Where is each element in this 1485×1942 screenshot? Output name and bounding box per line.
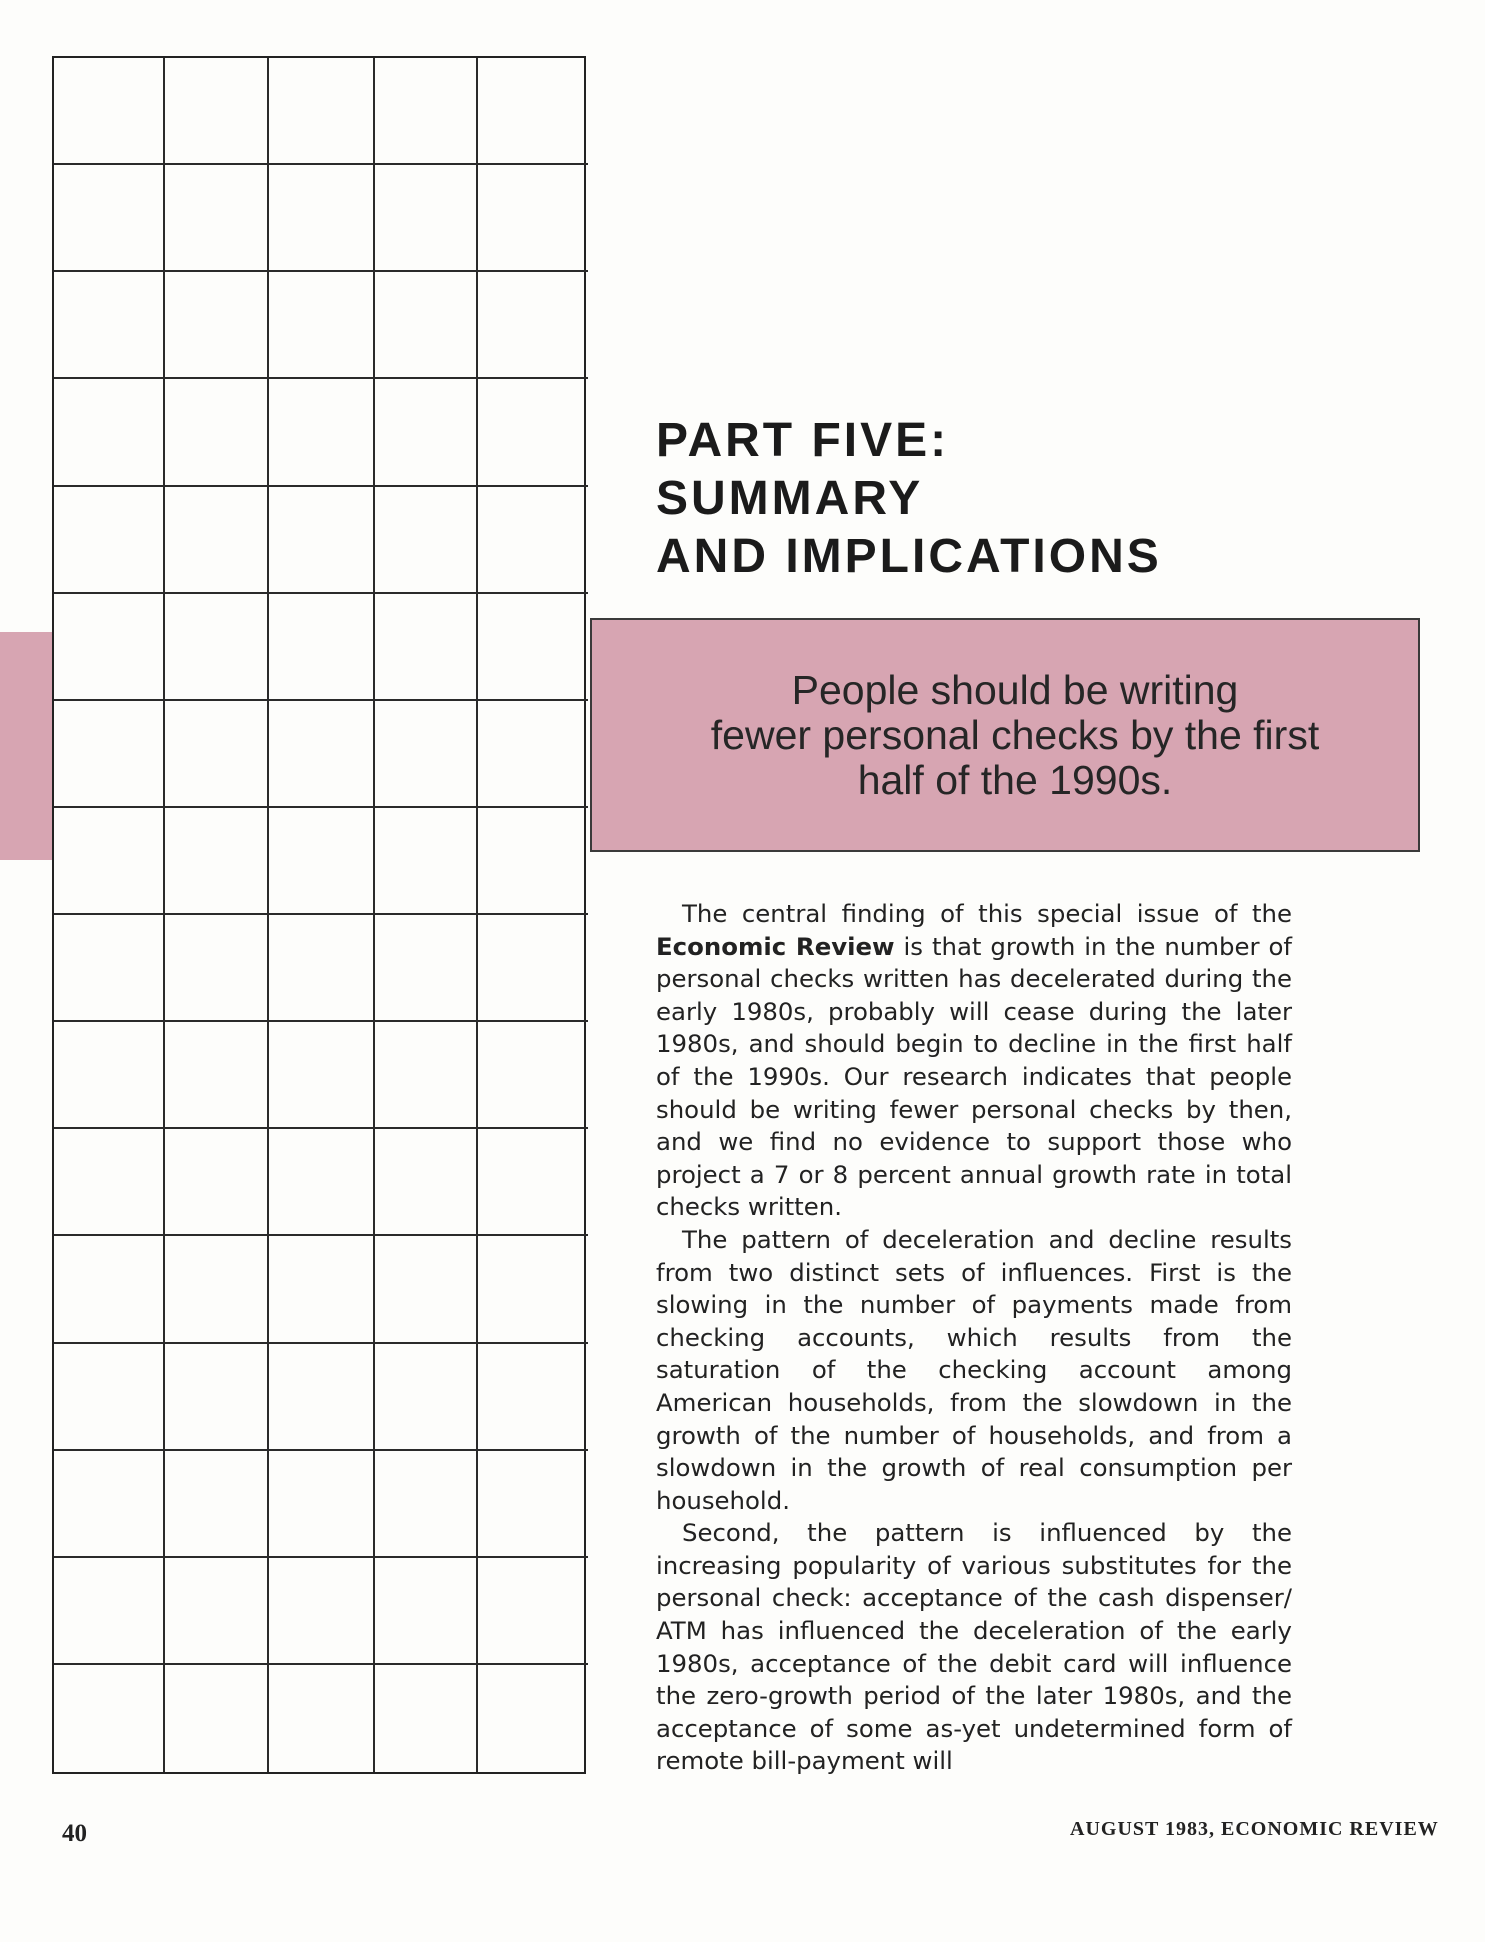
grid-cell	[478, 808, 588, 915]
grid-cell	[269, 1236, 375, 1343]
grid-cell	[165, 165, 269, 272]
grid-cell	[54, 487, 165, 594]
grid-cell	[375, 1022, 478, 1129]
paragraph-3: Second, the pattern is influenced by the increasing popularity of various substitutes for the personal check: acceptance of the cash dispenser/ ATM has influenced the deceleration of the early 1980s, acceptance of the debit card will influence the zero-growth period of the later 1980s, and the acceptance of some as-yet undetermined form of remote bill-payment will	[656, 1518, 1292, 1776]
grid-cell	[478, 701, 588, 808]
grid-cell	[165, 379, 269, 486]
section-title	[656, 412, 1162, 586]
pull-quote-band	[590, 618, 1420, 852]
grid-cell	[375, 1129, 478, 1236]
title-line-1: PART FIVE:	[656, 414, 950, 467]
grid-cell	[54, 379, 165, 486]
grid-cell	[375, 58, 478, 165]
grid-cell	[269, 701, 375, 808]
grid-cell	[165, 1129, 269, 1236]
title-line-3: AND IMPLICATIONS	[656, 530, 1162, 583]
paragraph-1	[656, 898, 1292, 1224]
grid-cell	[478, 1451, 588, 1558]
pink-band-left	[0, 632, 60, 860]
grid-cell	[54, 808, 165, 915]
grid-cell	[54, 165, 165, 272]
grid-cell	[54, 1665, 165, 1772]
grid-cell	[478, 1129, 588, 1236]
grid-cell	[375, 1665, 478, 1772]
grid-cell	[269, 272, 375, 379]
running-footer: AUGUST 1983, ECONOMIC REVIEW	[1070, 1818, 1439, 1840]
grid-cell	[375, 808, 478, 915]
grid-cell	[165, 1665, 269, 1772]
grid-cell	[375, 1451, 478, 1558]
grid-cell	[269, 1558, 375, 1665]
grid-cell	[165, 1022, 269, 1129]
grid-cell	[54, 1558, 165, 1665]
grid-cell	[269, 594, 375, 701]
grid-cell	[269, 379, 375, 486]
article-body	[656, 898, 1292, 1778]
grid-cell	[269, 915, 375, 1022]
grid-cell	[269, 1344, 375, 1451]
pull-quote: People should be writing fewer personal checks by the first half of the 1990s.	[710, 666, 1320, 803]
grid-cell	[54, 1451, 165, 1558]
grid-cell	[478, 915, 588, 1022]
grid-cell	[375, 701, 478, 808]
grid-cell	[165, 487, 269, 594]
grid-cell	[54, 1344, 165, 1451]
grid-cell	[478, 1022, 588, 1129]
grid-cell	[269, 1665, 375, 1772]
title-line-2: SUMMARY	[656, 472, 924, 525]
grid-cell	[165, 58, 269, 165]
grid-cell	[375, 915, 478, 1022]
grid-cell	[269, 1451, 375, 1558]
grid-cell	[375, 594, 478, 701]
grid-cell	[375, 1344, 478, 1451]
grid-cell	[269, 487, 375, 594]
grid-cell	[269, 1129, 375, 1236]
grid-cell	[165, 1451, 269, 1558]
grid-cell	[478, 1344, 588, 1451]
grid-cell	[375, 1236, 478, 1343]
journal-name: Economic Review	[656, 931, 895, 961]
grid-cell	[375, 379, 478, 486]
grid-cell	[54, 594, 165, 701]
page-number: 40	[62, 1820, 87, 1847]
grid-cell	[375, 165, 478, 272]
grid-cell	[165, 915, 269, 1022]
grid-cell	[269, 58, 375, 165]
grid-cell	[165, 1344, 269, 1451]
grid-cell	[478, 272, 588, 379]
grid-cell	[375, 1558, 478, 1665]
grid-cell	[165, 1558, 269, 1665]
paragraph-1-start: The central finding of this special issue of the	[682, 899, 1292, 928]
grid-cell	[165, 701, 269, 808]
grid-cell	[478, 594, 588, 701]
grid-cell	[478, 487, 588, 594]
grid-cell	[478, 1236, 588, 1343]
paragraph-1-rest: is that growth in the number of personal checks written has decelerated during the early 1980s, probably will cease during the later 1980s, and should begin to decline in the first half of the 1990s. Our research indicates that people should be writing fewer personal checks by then, and we find no evidence to support those who project a 7 or 8 percent annual growth rate in total checks written.	[656, 931, 1292, 1222]
grid-cell	[165, 808, 269, 915]
grid-cell	[478, 1558, 588, 1665]
grid-cell	[165, 594, 269, 701]
grid-cell	[269, 165, 375, 272]
grid-cell	[478, 1665, 588, 1772]
grid-cell	[375, 272, 478, 379]
grid-cell	[54, 272, 165, 379]
grid-cell	[54, 701, 165, 808]
grid-cell	[478, 379, 588, 486]
grid-cell	[54, 1129, 165, 1236]
grid-cell	[478, 58, 588, 165]
grid-cell	[165, 1236, 269, 1343]
grid-cell	[165, 272, 269, 379]
grid-cell	[375, 487, 478, 594]
grid-cell	[54, 915, 165, 1022]
grid-cell	[478, 165, 588, 272]
paragraph-2: The pattern of deceleration and decline results from two distinct sets of influences. First is the slowing in the number of payments made from checking accounts, which results from the saturation of the checking account among American households, from the slowdown in the growth of the number of households, and from a slowdown in the growth of real consumption per household.	[656, 1224, 1292, 1515]
grid-cell	[54, 58, 165, 165]
grid-cell	[269, 1022, 375, 1129]
grid-cell	[54, 1022, 165, 1129]
grid-cell	[269, 808, 375, 915]
grid-cell	[54, 1236, 165, 1343]
decorative-grid	[52, 56, 586, 1774]
